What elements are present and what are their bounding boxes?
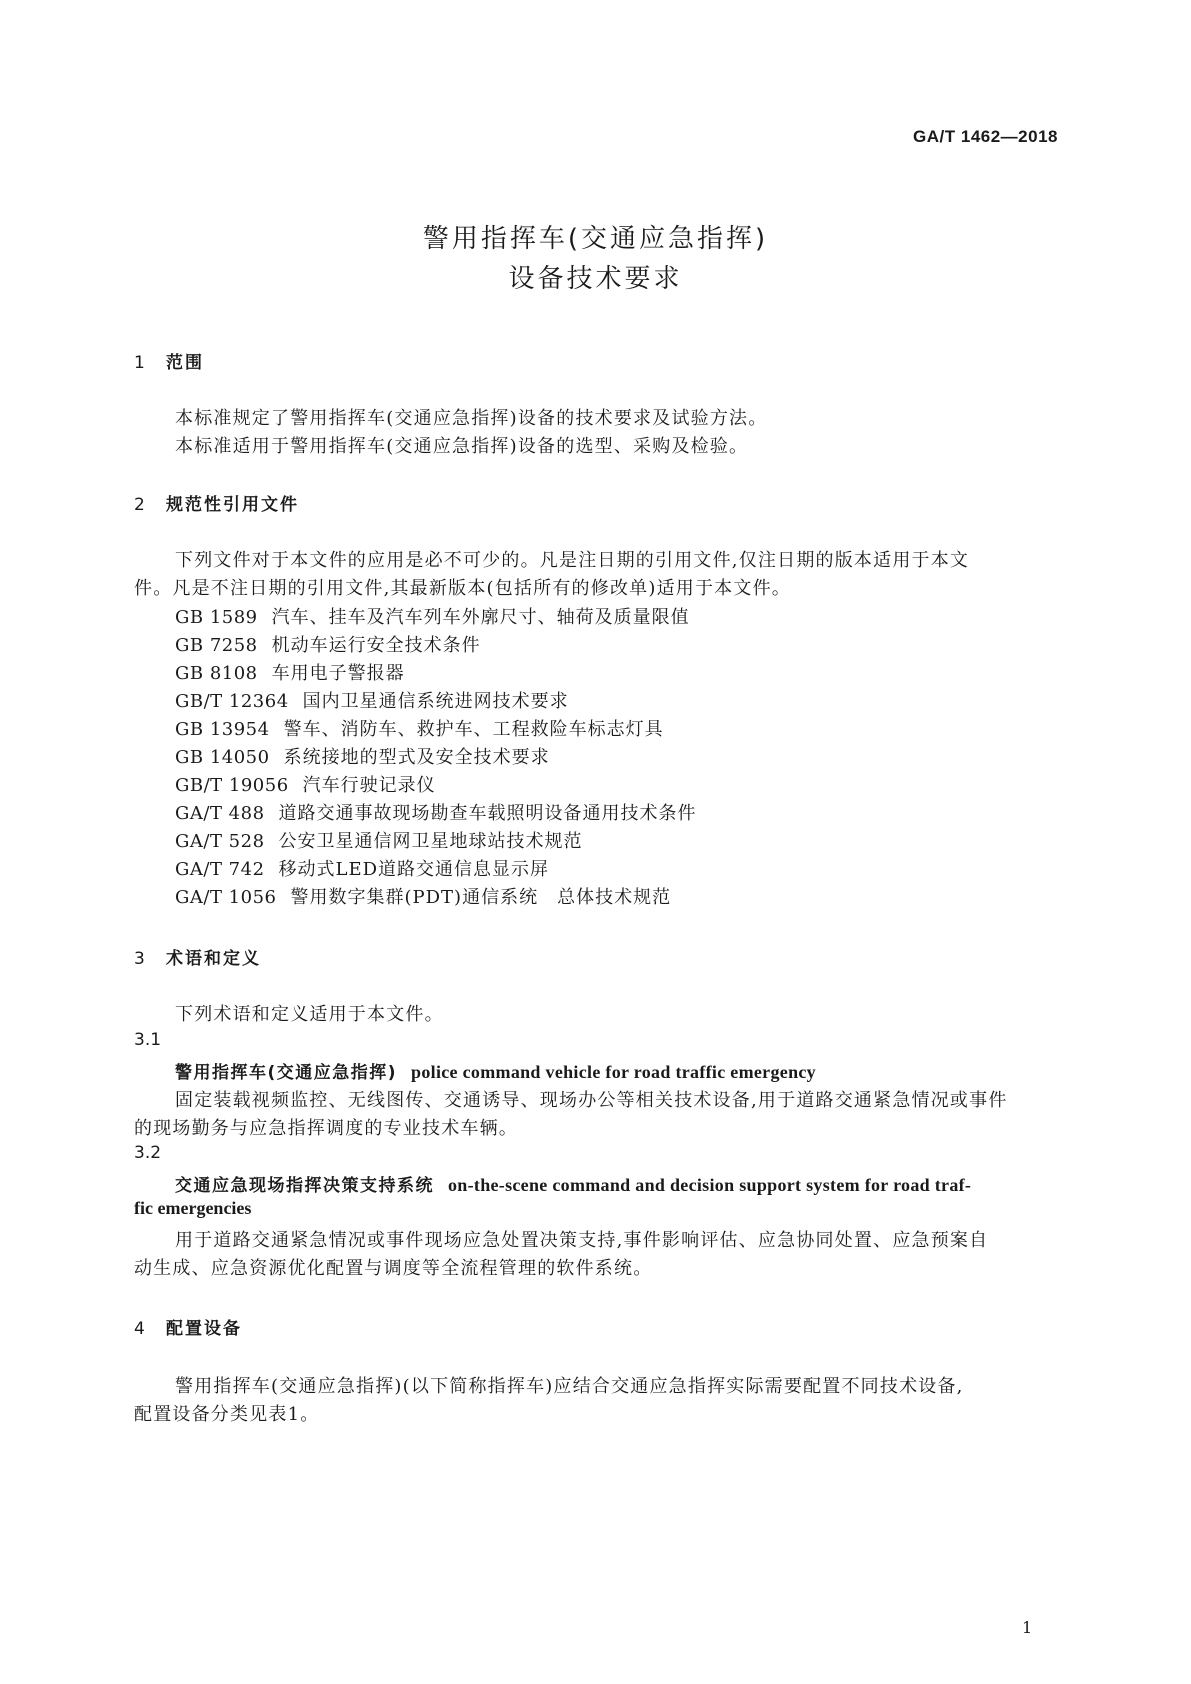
reference-item	[175, 883, 671, 909]
reference-item	[175, 827, 583, 853]
section-title: 范围	[166, 353, 204, 373]
term-number: 3.1	[134, 1030, 162, 1050]
section-title: 术语和定义	[166, 949, 261, 969]
term-english-cont: fic emergencies	[134, 1198, 252, 1218]
section-number: 3	[134, 949, 145, 969]
reference-code: GA/T 488	[175, 803, 265, 824]
reference-item	[175, 687, 569, 713]
reference-item	[175, 603, 690, 629]
reference-item	[175, 799, 697, 825]
reference-code: GB 1589	[175, 607, 258, 628]
paragraph: 件。凡是不注日期的引用文件,其最新版本(包括所有的修改单)适用于本文件。	[134, 578, 791, 599]
reference-item	[175, 659, 405, 685]
reference-title: 公安卫星通信网卫星地球站技术规范	[278, 831, 583, 852]
term-definition-cont: 的现场勤务与应急指挥调度的专业技术车辆。	[134, 1118, 518, 1139]
document-title-line2: 设备技术要求	[508, 264, 683, 294]
section-title: 规范性引用文件	[166, 495, 299, 515]
term-definition: 用于道路交通紧急情况或事件现场应急处置决策支持,事件影响评估、应急协同处置、应急预案自	[175, 1230, 989, 1251]
section-number: 4	[134, 1319, 145, 1339]
reference-code: GB 7258	[175, 635, 258, 656]
section-2-heading	[134, 490, 299, 515]
paragraph: 下列术语和定义适用于本文件。	[175, 1004, 444, 1025]
reference-item	[175, 855, 549, 881]
section-4-heading	[134, 1314, 242, 1339]
term-number: 3.2	[134, 1143, 162, 1163]
section-number: 2	[134, 495, 145, 515]
term-chinese: 警用指挥车(交通应急指挥)	[175, 1063, 398, 1083]
reference-item	[175, 631, 481, 657]
paragraph: 本标准规定了警用指挥车(交通应急指挥)设备的技术要求及试验方法。	[175, 408, 768, 429]
section-1-heading	[134, 348, 204, 373]
reference-title: 汽车、挂车及汽车列车外廓尺寸、轴荷及质量限值	[271, 607, 690, 628]
reference-title: 移动式LED道路交通信息显示屏	[278, 859, 550, 880]
reference-code: GB/T 19056	[175, 775, 289, 796]
term-definition-cont: 动生成、应急资源优化配置与调度等全流程管理的软件系统。	[134, 1258, 653, 1279]
reference-title: 国内卫星通信系统进网技术要求	[302, 691, 569, 712]
section-title: 配置设备	[166, 1319, 242, 1339]
reference-item	[175, 771, 436, 797]
reference-code: GB 14050	[175, 747, 270, 768]
reference-title: 道路交通事故现场勘查车载照明设备通用技术条件	[278, 803, 697, 824]
reference-code: GB 8108	[175, 663, 258, 684]
reference-item	[175, 743, 550, 769]
term-english: police command vehicle for road traffic emergency	[411, 1062, 816, 1082]
term-definition: 固定装载视频监控、无线图传、交通诱导、现场办公等相关技术设备,用于道路交通紧急情况或事件	[175, 1090, 1008, 1111]
document-title-line1: 警用指挥车(交通应急指挥)	[422, 224, 769, 254]
paragraph: 下列文件对于本文件的应用是必不可少的。凡是注日期的引用文件,仅注日期的版本适用于本文	[175, 550, 970, 571]
paragraph: 警用指挥车(交通应急指挥)(以下简称指挥车)应结合交通应急指挥实际需要配置不同技术设备,	[175, 1376, 964, 1397]
reference-title: 系统接地的型式及安全技术要求	[283, 747, 550, 768]
reference-code: GA/T 1056	[175, 887, 277, 908]
reference-code: GB/T 12364	[175, 691, 289, 712]
reference-title: 汽车行驶记录仪	[302, 775, 436, 796]
term-heading	[175, 1171, 971, 1196]
section-number: 1	[134, 353, 145, 373]
reference-item	[175, 715, 664, 741]
paragraph: 配置设备分类见表1。	[134, 1404, 320, 1425]
standard-number: GA/T 1462—2018	[913, 127, 1058, 146]
reference-title: 警用数字集群(PDT)通信系统 总体技术规范	[290, 887, 672, 908]
term-english: on-the-scene command and decision support system for road traf-	[448, 1175, 972, 1195]
page-number: 1	[1022, 1618, 1033, 1637]
reference-title: 车用电子警报器	[271, 663, 405, 684]
reference-code: GB 13954	[175, 719, 270, 740]
reference-code: GA/T 742	[175, 859, 265, 880]
paragraph: 本标准适用于警用指挥车(交通应急指挥)设备的选型、采购及检验。	[175, 436, 749, 457]
reference-title: 机动车运行安全技术条件	[271, 635, 481, 656]
term-chinese: 交通应急现场指挥决策支持系统	[175, 1176, 434, 1196]
reference-title: 警车、消防车、救护车、工程救险车标志灯具	[283, 719, 664, 740]
term-heading	[175, 1058, 816, 1083]
reference-code: GA/T 528	[175, 831, 265, 852]
section-3-heading	[134, 944, 261, 969]
